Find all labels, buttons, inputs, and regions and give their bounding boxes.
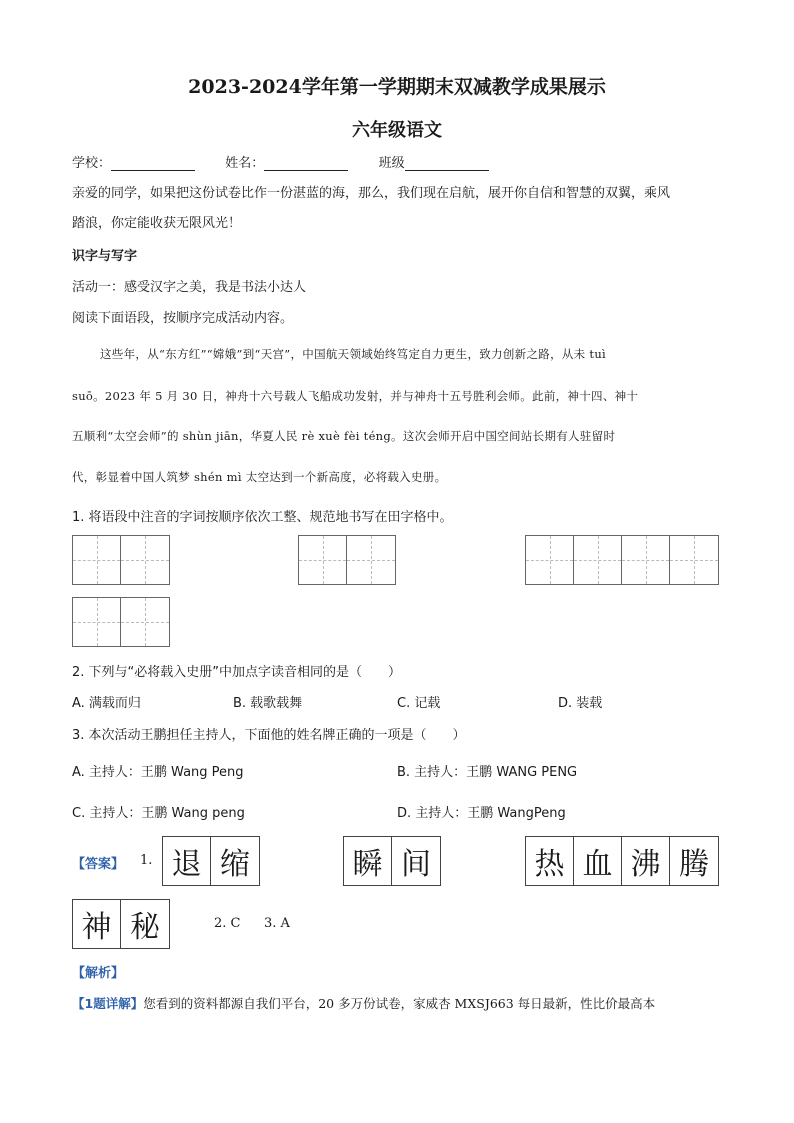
q3-option-b[interactable]: B. 主持人：王鹏 WANG PENG	[397, 765, 578, 780]
answer-q1-number: 1.	[140, 853, 153, 868]
question-2: 2. 下列与“必将载入史册”中加点字读音相同的是（ ）	[72, 665, 402, 680]
grid-cell[interactable]	[121, 536, 169, 584]
activity-instruction: 阅读下面语段，按顺序完成活动内容。	[72, 311, 294, 326]
answer-char: 缩	[220, 847, 250, 882]
name-field[interactable]	[264, 156, 348, 171]
grid-cell[interactable]	[622, 536, 670, 584]
writing-grid-4[interactable]	[72, 597, 170, 647]
answer-char: 间	[401, 847, 431, 882]
writing-grid-1[interactable]	[72, 535, 170, 585]
class-field[interactable]	[405, 156, 489, 171]
question-3: 3. 本次活动王鹏担任主持人，下面他的姓名牌正确的一项是（ ）	[72, 728, 466, 743]
answer-q2: 2. C	[214, 916, 241, 931]
answer-char: 秘	[130, 910, 160, 945]
analysis-detail-text: 您看到的资料都源自我们平台，20 多万份试卷，家威杏 MXSJ663 每日最新，性比价最高本	[143, 996, 656, 1011]
answer-word-4	[72, 899, 170, 949]
q2-option-c[interactable]: C. 记载	[397, 696, 441, 711]
grid-cell[interactable]	[574, 536, 622, 584]
writing-grid-3[interactable]	[525, 535, 719, 585]
passage-line-1: 这些年，从“东方红”“嫦娥”到“天宫”，中国航天领域始终笃定自力更生，致力创新之路，从未 tuì	[100, 347, 607, 361]
page-subtitle: 六年级语文	[352, 120, 442, 141]
answer-char: 腾	[679, 847, 709, 882]
writing-grid-2[interactable]	[298, 535, 396, 585]
class-label: 班级	[378, 156, 405, 171]
grid-cell[interactable]	[526, 536, 574, 584]
grid-cell[interactable]	[73, 598, 121, 646]
passage-line-4: 代，彰显着中国人筑梦 shén mì 太空达到一个新高度，必将载入史册。	[72, 470, 447, 484]
q3-option-c[interactable]: C. 主持人：王鹏 Wang peng	[72, 806, 245, 821]
answer-char: 热	[526, 837, 574, 885]
intro-line-1: 亲爱的同学，如果把这份试卷比作一份湛蓝的海，那么，我们现在启航，展开你自信和智慧的双翼，乘风	[72, 186, 671, 201]
q2-option-d[interactable]: D. 装载	[558, 696, 603, 711]
answer-char: 沸	[622, 837, 670, 885]
activity-title: 活动一：感受汉字之美，我是书法小达人	[72, 280, 307, 295]
q3-option-a[interactable]: A. 主持人：王鹏 Wang Peng	[72, 765, 244, 780]
grid-cell[interactable]	[347, 536, 395, 584]
page-title: 2023-2024学年第一学期期末双减教学成果展示	[188, 76, 606, 98]
info-line	[72, 152, 489, 171]
intro-line-2: 踏浪，你定能收获无限风光！	[72, 216, 242, 231]
q2-option-a[interactable]: A. 满载而归	[72, 696, 141, 711]
answer-char: 瞬	[344, 837, 392, 885]
q3-option-d[interactable]: D. 主持人：王鹏 WangPeng	[397, 806, 566, 821]
answer-char: 神	[73, 900, 121, 948]
answer-char: 血	[574, 837, 622, 885]
analysis-label: 【解析】	[72, 966, 125, 981]
answer-char: 退	[163, 837, 211, 885]
passage-line-2: suō。2023 年 5 月 30 日，神舟十六号载人飞船成功发射，并与神舟十五号胜利会师。此前，神十四、神十	[72, 389, 639, 403]
grid-cell[interactable]	[73, 536, 121, 584]
school-field[interactable]	[111, 156, 195, 171]
section-heading: 识字与写字	[72, 249, 138, 264]
passage-line-3: 五顺利“太空会师”的 shùn jiān，华夏人民 rè xuè fèi téng。这次会师开启中国空间站长期有人驻留时	[72, 429, 616, 443]
question-1: 1. 将语段中注音的字词按顺序依次工整、规范地书写在田字格中。	[72, 510, 453, 525]
analysis-detail-label: 【1题详解】	[72, 996, 144, 1011]
grid-cell[interactable]	[121, 598, 169, 646]
answer-word-3	[525, 836, 719, 886]
school-label: 学校：	[72, 156, 112, 171]
answer-label: 【答案】	[72, 857, 125, 872]
q2-option-b[interactable]: B. 载歌载舞	[233, 696, 303, 711]
answer-word-2	[343, 836, 441, 886]
grid-cell[interactable]	[299, 536, 347, 584]
answer-word-1	[162, 836, 260, 886]
analysis-detail	[72, 994, 655, 1012]
answer-q3: 3. A	[264, 916, 290, 931]
name-label: 姓名：	[225, 156, 265, 171]
grid-cell[interactable]	[670, 536, 718, 584]
